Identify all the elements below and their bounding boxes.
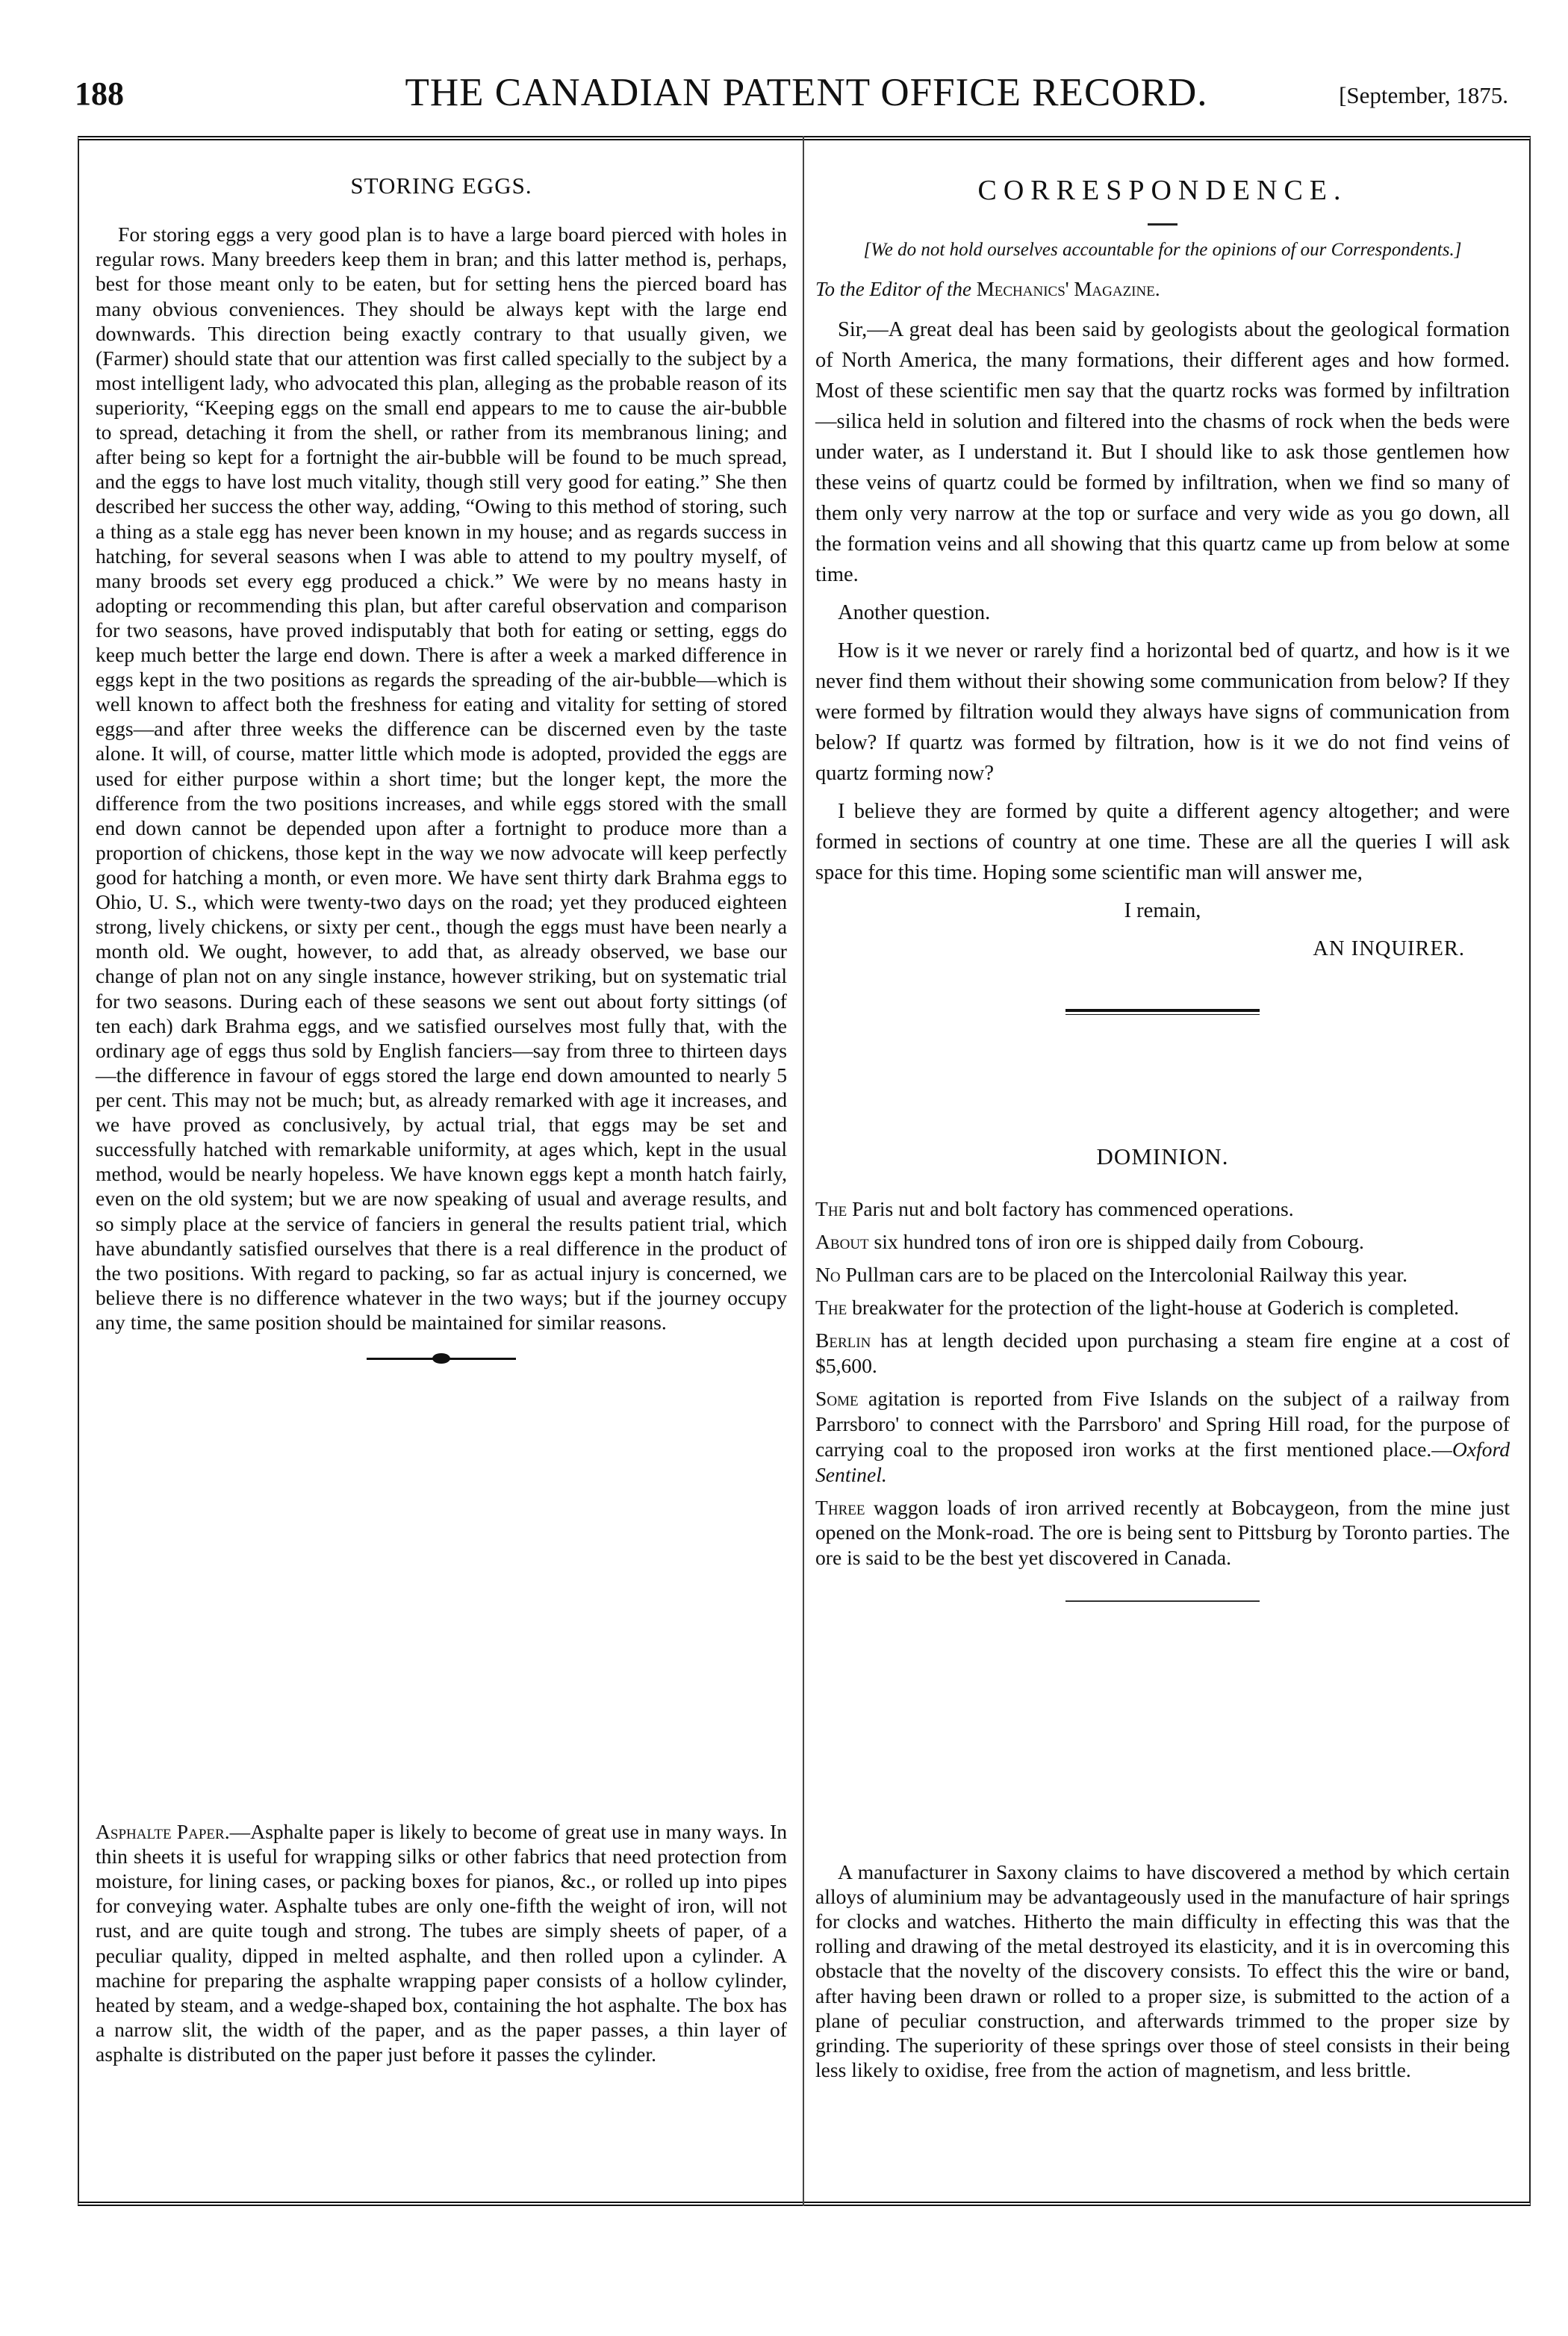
letter-signature: AN INQUIRER. — [1313, 937, 1465, 961]
section-rule — [1065, 1009, 1260, 1015]
ornament-divider — [367, 1352, 516, 1364]
dominion-item: The breakwater for the protection of the light-house at Goderich is completed. — [815, 1295, 1460, 1319]
storing-eggs-heading: STORING EGGS. — [350, 173, 532, 199]
page-header — [75, 69, 1538, 128]
saxony-aluminium-article — [815, 1860, 1510, 2090]
dominion-section — [815, 1143, 1510, 1632]
editorial-note: [We do not hold ourselves accountable for the opinions of our Correspondents.] — [863, 239, 1462, 260]
salutation-magazine: Mechanics' Magazine. — [976, 277, 1160, 300]
storing-eggs-body: For storing eggs a very good plan is to have a large board pierced with holes in regular rows. Many breeders keep them in bran; and this latter method is, perhaps, best for those meant only to be eaten, but for setting hens the pierced board has many obvious conveniences. They should be always kept with the large end downwards. This direction being exactly contrary to that usually given, we (Farmer) should state that our attention was first called specially to the subject by a most intelligent lady, who advocated this plan, alleging as the probable reason of its superiority, “Keeping eggs on the small end appears to me to cause the air-bubble to spread, detaching it from the shell, or rather from its membranous lining; and after being so kept for a fortnight the air-bubble will be found to be much spread, and the eggs to have lost much vitality, though still very good for eating.” She then described her success the other way, adding, “Owing to this method of storing, such a thing as a stale egg has never been known in my house; and as regards success in hatching, for several seasons when I was able to attend to my poultry myself, of many broods set every egg produced a chick.” We were by no means hasty in adopting or recommending this plan, but after careful observation and comparison for two seasons, have proved indisputably that both for eating or setting, eggs do keep much better the large end down. There is after a week a marked difference in eggs kept in the two positions as regards the spreading of the air-bubble—which is well known to affect both the freshness for eating and vitality for setting of stored eggs—and after three weeks the difference can be discerned even by the taste alone. It will, of course, matter little which mode is adopted, provided the eggs are used for either purpose within a short time; but the longer kept, the more the difference from the two positions increases, and while eggs stored with the small end down cannot be depended upon after a fortnight to produce more than a proportion of chickens, those kept in the way we now advocate will keep perfectly good for hatching a month, or even more. We have sent thirty dark Brahma eggs to Ohio, U. S., which were twenty-two days on the road; yet they produced eighteen strong, lively chickens, or sixty per cent., though the eggs must have been nearly a month old. We ought, however, to add that, as already observed, we base our change of plan not on any single instance, however striking, but on systematic trial for two seasons. During each of these seasons we sent out about forty sittings (of ten each) dark Brahma eggs, and we satisfied ourselves most fully that, with the ordinary age of eggs thus sold by English fanciers—say from three to thirteen days—the difference in favour of eggs stored the large end down amounted to nearly 5 per cent. This may not be much; but, as already remarked with age it increases, and we have proved as conclusively, by actual trial, that eggs may be set and successfully hatched with remarkable uniformity, at ages which, kept in the usual method, would be nearly hopeless. We have known eggs kept a month hatch fairly, even on the old system; but we are now speaking of usual and average results, and so simply place at the service of fanciers in general the results patient trial, which have abundantly satisfied ourselves that there is a real difference in the product of the two positions. With regard to packing, so far as actual injury is concerned, we believe there is no difference whatever in the two ways; but if the journey occupy any time, the same position should be maintained for similar reasons. — [96, 223, 787, 1334]
dominion-item: Berlin has at length decided upon purchasing a steam fire engine at a cost of $5,600. — [815, 1328, 1510, 1377]
dominion-item: The Paris nut and bolt factory has commenced operations. — [815, 1197, 1294, 1221]
dominion-item: Three waggon loads of iron arrived recently at Bobcaygeon, from the mine just opened on the Monk-road. The ore is being sent to Pittsburg by Toronto parties. The ore is said to be the best yet discovered in Canada. — [815, 1495, 1510, 1570]
letter-closing: I remain, — [1124, 899, 1201, 923]
issue-date: [September, 1875. — [1339, 82, 1508, 108]
publication-title: THE CANADIAN PATENT OFFICE RECORD. — [405, 71, 1208, 114]
correspondence-section — [815, 170, 1510, 1048]
salutation-prefix: To the Editor of the — [815, 277, 972, 300]
dominion-item: No Pullman cars are to be placed on the Intercolonial Railway this year. — [815, 1263, 1407, 1286]
correspondence-heading: CORRESPONDENCE. — [977, 175, 1348, 206]
saxony-body: A manufacturer in Saxony claims to have discovered a method by which certain alloys of aluminium may be advantageously used in the manufacture of hair springs for clocks and watches. Hitherto the main difficulty in effecting this was that the rolling and drawing of the metal destroyed its elasticity, and it is in overcoming this obstacle that the novelty of the discovery consists. To effect this the wire or band, after having been drawn or rolled to a proper size, is submitted to the action of a plane of peculiar construction, and afterwards trimmed to the proper size by grinding. The superiority of these springs over those of steel consists in their being less likely to oxidise, free from the action of magnetism, and less brittle. — [815, 1860, 1510, 2081]
letter-paragraph-3: How is it we never or rarely find a horizontal bed of quartz, and how is it we never find them without their showing some communication from below? If they were formed by filtration would they always have signs of communication from below? If quartz was formed by filtration, how is it we do not find veins of quartz forming now? — [815, 639, 1510, 786]
letter-paragraph-4: I believe they are formed by quite a different agency altogether; and were formed in sections of country at one time. These are all the queries I will ask space for this time. Hoping some scientific man will answer me, — [815, 800, 1510, 885]
dominion-item: About six hundred tons of iron ore is shipped daily from Cobourg. — [815, 1230, 1364, 1254]
page-number: 188 — [75, 75, 124, 112]
asphalte-body: —Asphalte paper is likely to become of great use in many ways. In thin sheets it is useful for wrapping silks or other fabrics that need protection from moisture, for lining cases, or packing boxes for pianos, &c., or rolled up into pipes for conveying water. Asphalte tubes are only one-fifth the weight of iron, will not rust, and are quite tough and strong. The tubes are simply sheets of paper, of a peculiar quality, dipped in melted asphalte, and then rolled upon a cylinder. A machine for preparing the asphalte wrapping paper consists of a hollow cylinder, heated by steam, and a wedge-shaped box, containing the hot asphalte. The box has a narrow slit, the width of the paper, and as the paper passes, a thin layer of asphalte is distributed on the paper just before it passes the cylinder. — [96, 1820, 787, 2066]
asphalte-paper-article — [96, 1819, 787, 2074]
letter-paragraph-1: Sir,—A great deal has been said by geologists about the geological formation of North America, the many formations, their different ages and how formed. Most of these scientific men say that the quartz rocks was formed by infiltration—silica held in solution and filtered into the chasms of rock when the beds were under water, as I understand it. But I should like to ask those gentlemen how these veins of quartz could be formed by infiltration, when we find so many of them only very narrow at the top or surface and very wide as you go down, all the formation veins and all showing that this quartz came up from below at some time. — [815, 317, 1510, 586]
storing-eggs-article — [96, 172, 787, 1379]
dominion-heading: DOMINION. — [1096, 1143, 1229, 1169]
asphalte-lead: Asphalte Paper. — [96, 1820, 230, 1843]
salutation — [815, 275, 1510, 304]
letter-paragraph-2: Another question. — [838, 600, 991, 624]
short-rule — [1148, 223, 1177, 226]
dominion-item: Some agitation is reported from Five Islands on the subject of a railway from Parrsboro' to connect with the Parrsboro' and Spring Hill road, for the purpose of carrying coal to the proposed iron works at the first mentioned place.—Oxford Sentinel. — [815, 1386, 1510, 1486]
source-credit: Oxford Sentinel. — [815, 1437, 1510, 1486]
section-rule — [1065, 1600, 1260, 1602]
column-divider — [803, 136, 804, 2206]
